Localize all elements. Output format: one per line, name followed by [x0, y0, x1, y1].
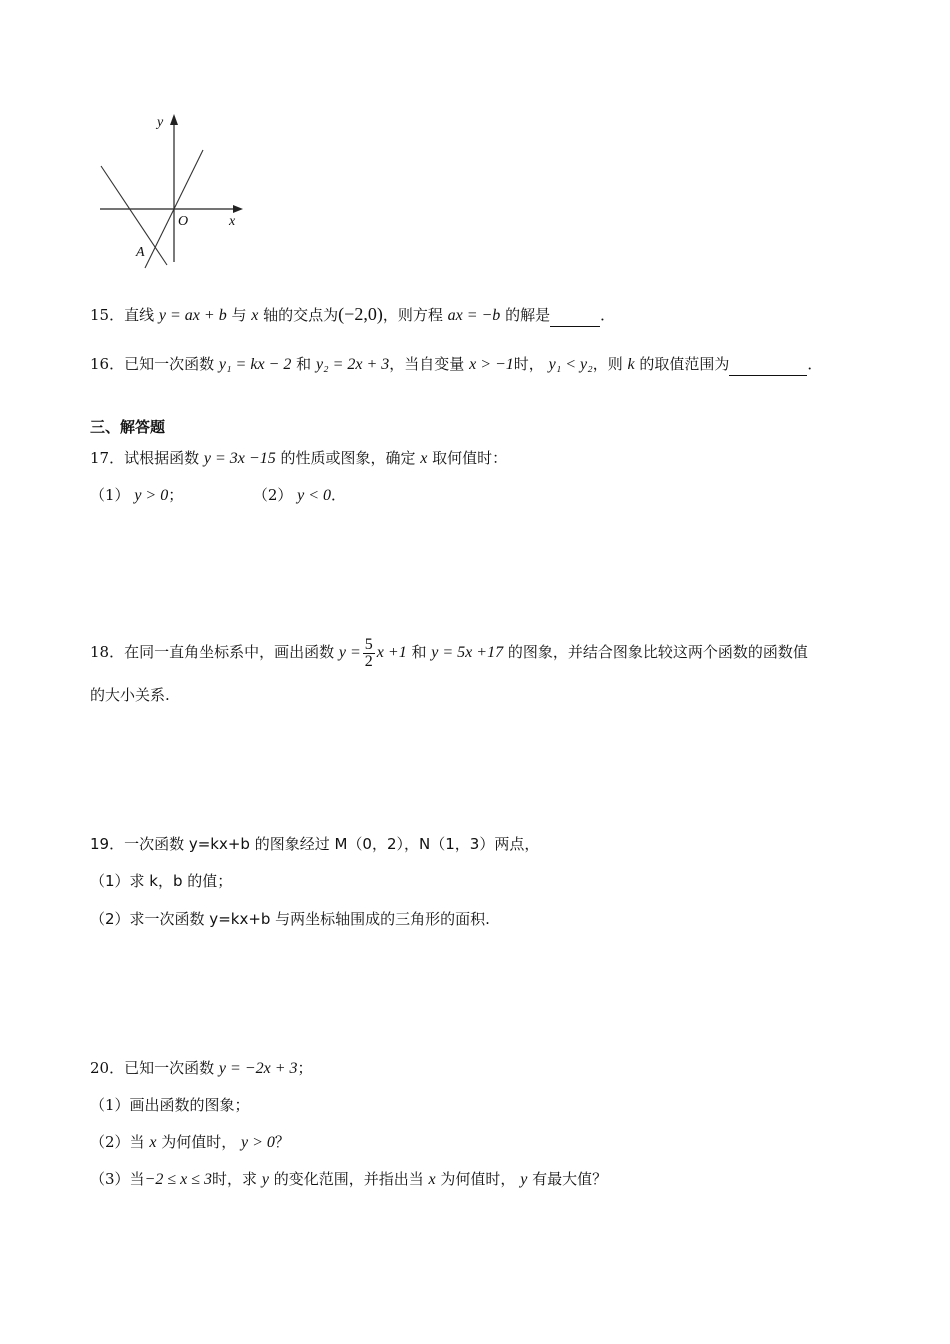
equation-y-3x-15: y = 3x −15: [203, 450, 276, 467]
question-16: 16．已知一次函数 y₁ = kx − 2 和 y₂ = 2x + 3，当自变量 x > −1时， y₁ < y₂，则 k 的取值范围为 ．: [90, 353, 822, 376]
y-axis-label: y: [157, 115, 164, 130]
question-20-part-1: （1）画出函数的图象；: [90, 1096, 250, 1114]
equation-y-ax-b: y = ax + b: [158, 307, 227, 324]
answer-blank: [550, 310, 600, 327]
answer-blank: [729, 359, 807, 376]
descending-line: [101, 166, 167, 265]
question-19: 19．一次函数 y=kx+b 的图象经过 M（0，2），N（1，3）两点，: [90, 835, 540, 853]
equation-y1: y₁ = kx − 2: [218, 356, 292, 373]
equation-y-5x-17: y = 5x +17: [431, 644, 504, 661]
equation-ax-neg-b: ax = −b: [447, 307, 501, 324]
question-17: 17．试根据函数 y = 3x −15 的性质或图象，确定 x 取何值时：: [90, 449, 508, 467]
section-heading: 三、解答题: [90, 418, 166, 436]
x-axis-arrow-icon: [233, 205, 243, 213]
equation-y-neg2x-3: y = −2x + 3: [218, 1060, 298, 1077]
coordinate-graph-figure: [95, 110, 255, 270]
question-18-cont: 的大小关系.: [90, 686, 170, 704]
question-18: 18．在同一直角坐标系中，画出函数 y = $\frac{5}{2}$ x +1 和 y = 5x +17 的图象，并结合图象比较这两个函数的函数值: [90, 635, 808, 670]
question-15: 15．直线 y = ax + b 与 x 轴的交点为(−2,0)，则方程 ax = −b 的解是 ．: [90, 303, 615, 327]
question-17-parts: （1） y > 0； （2） y < 0．: [90, 486, 347, 504]
question-20-part-2: （2）当 x 为何值时， y > 0？: [90, 1133, 290, 1151]
question-19-part-1: （1）求 k，b 的值；: [90, 872, 233, 890]
equation-y2: y₂ = 2x + 3: [315, 356, 390, 373]
question-20: 20．已知一次函数 y = −2x + 3；: [90, 1059, 313, 1077]
point-a-label: A: [136, 245, 145, 260]
intersection-point: (−2,0): [338, 304, 383, 324]
question-19-part-2: （2）求一次函数 y=kx+b 与两坐标轴围成的三角形的面积.: [90, 910, 490, 928]
question-20-part-3: （3）当−2 ≤ x ≤ 3时，求 y 的变化范围，并指出当 x 为何值时， y 有最大值？: [90, 1170, 608, 1188]
origin-label: O: [178, 214, 189, 229]
x-axis-label: x: [229, 214, 236, 229]
fraction-5-2: $\frac{5}{2}$: [364, 635, 373, 670]
y-axis-arrow-icon: [170, 114, 178, 125]
